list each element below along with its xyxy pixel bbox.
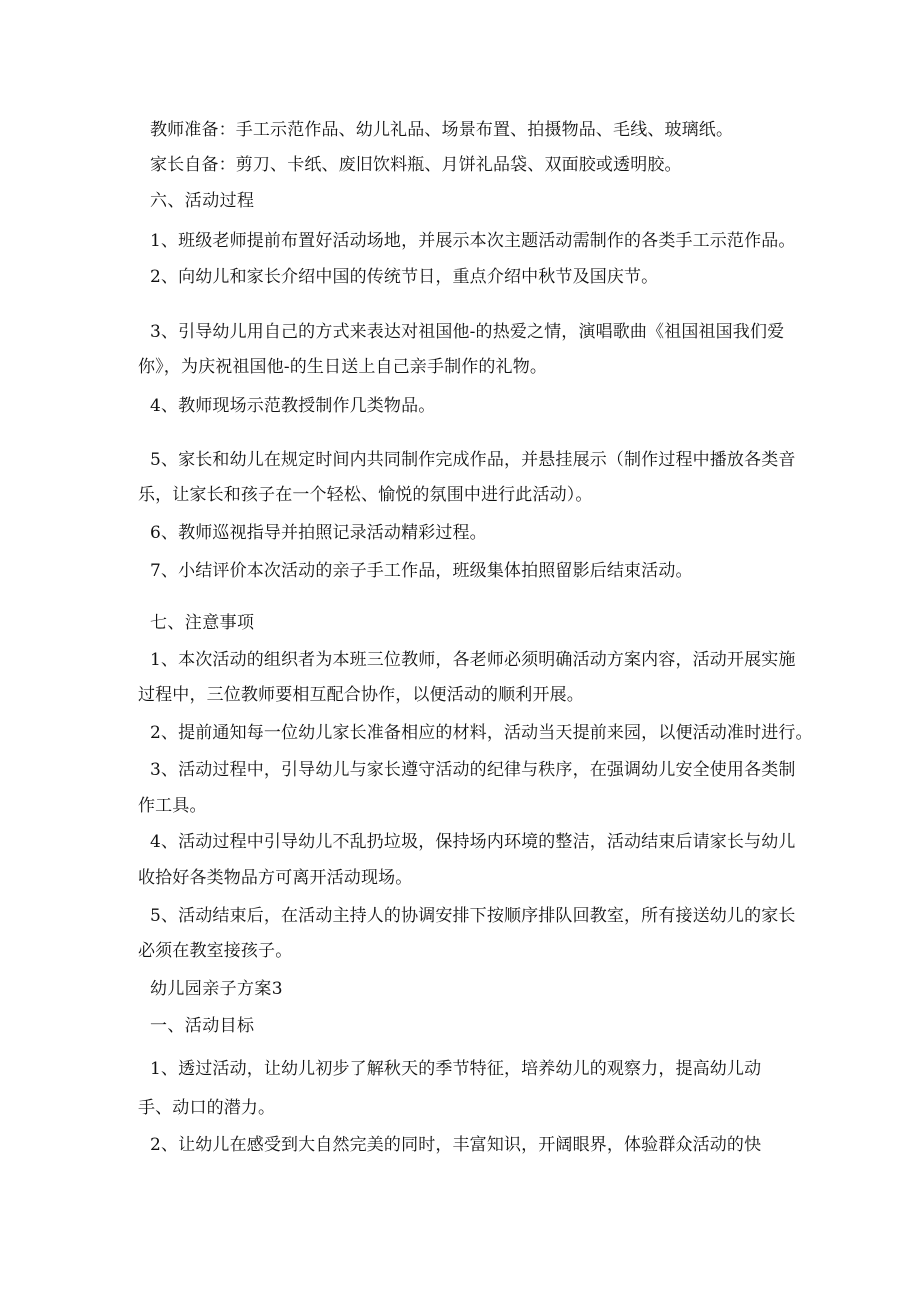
materials-teacher: 教师准备：手工示范作品、幼儿礼品、场景布置、拍摄物品、毛线、玻璃纸。 [150,120,734,140]
process-item-2: 2、向幼儿和家长介绍中国的传统节日，重点介绍中秋节及国庆节。 [150,267,659,287]
note-item-5-line-1: 5、活动结束后，在活动主持人的协调安排下按顺序排队回教室，所有接送幼儿的家长 [150,906,796,926]
process-item-1: 1、班级老师提前布置好活动场地，并展示本次主题活动需制作的各类手工示范作品。 [150,231,796,251]
process-item-7: 7、小结评价本次活动的亲子手工作品，班级集体拍照留影后结束活动。 [150,561,693,581]
goal-item-1-line-2: 手、动口的潜力。 [138,1098,276,1118]
note-item-3-line-1: 3、活动过程中，引导幼儿与家长遵守活动的纪律与秩序，在强调幼儿安全使用各类制 [150,760,796,780]
goal-item-2-line-1: 2、让幼儿在感受到大自然完美的同时，丰富知识，开阔眼界，体验群众活动的快 [150,1135,762,1155]
goal-item-1-line-1: 1、透过活动，让幼儿初步了解秋天的季节特征，培养幼儿的观察力，提高幼儿动 [150,1059,762,1079]
section-heading-notes: 七、注意事项 [150,613,255,633]
section-heading-process: 六、活动过程 [150,191,255,211]
note-item-4-line-2: 收拾好各类物品方可离开活动现场。 [138,868,413,888]
process-item-6: 6、教师巡视指导并拍照记录活动精彩过程。 [150,523,487,543]
process-item-3-line-1: 3、引导幼儿用自己的方式来表达对祖国他-的热爱之情，演唱歌曲《祖国祖国我们爱 [150,322,785,342]
process-item-5-line-1: 5、家长和幼儿在规定时间内共同制作完成作品，并悬挂展示（制作过程中播放各类音 [150,450,796,470]
note-item-1-line-1: 1、本次活动的组织者为本班三位教师，各老师必须明确活动方案内容，活动开展实施 [150,650,796,670]
note-item-2: 2、提前通知每一位幼儿家长准备相应的材料，活动当天提前来园，以便活动准时进行。 [150,723,813,743]
note-item-4-line-1: 4、活动过程中引导幼儿不乱扔垃圾，保持场内环境的整洁，活动结束后请家长与幼儿 [150,832,796,852]
note-item-3-line-2: 作工具。 [138,796,207,816]
note-item-5-line-2: 必须在教室接孩子。 [138,941,293,961]
process-item-4: 4、教师现场示范教授制作几类物品。 [150,396,436,416]
note-item-1-line-2: 过程中，三位教师要相互配合协作，以便活动的顺利开展。 [138,685,584,705]
materials-parent: 家长自备：剪刀、卡纸、废旧饮料瓶、月饼礼品袋、双面胶或透明胶。 [150,155,682,175]
process-item-5-line-2: 乐，让家长和孩子在一个轻松、愉悦的氛围中进行此活动）。 [138,485,593,505]
plan-3-title: 幼儿园亲子方案3 [150,979,284,999]
process-item-3-line-2: 你》，为庆祝祖国他-的生日送上自己亲手制作的礼物。 [138,357,547,377]
section-heading-goals: 一、活动目标 [150,1016,255,1036]
